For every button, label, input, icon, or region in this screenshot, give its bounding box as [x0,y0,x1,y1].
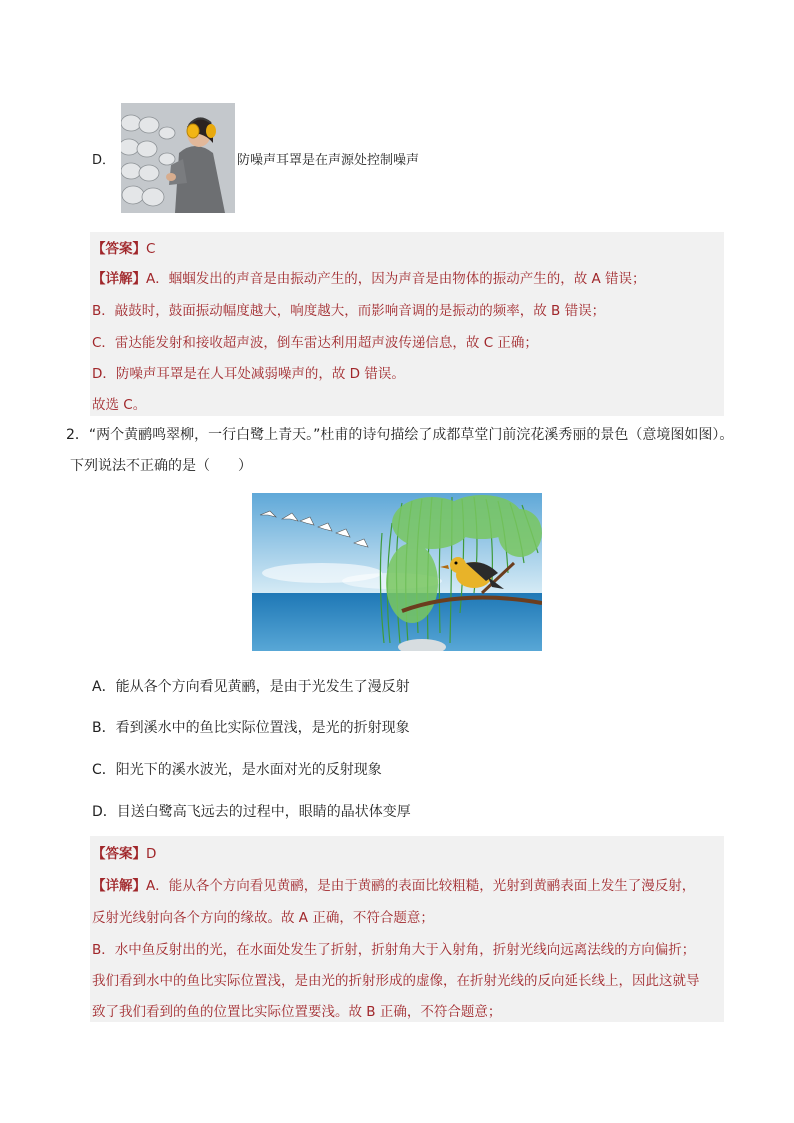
q2-explanation-line-5: 致了我们看到的鱼的位置比实际位置要浅。故 B 正确，不符合题意； [92,1004,502,1020]
q2-explanation-line-2: 反射光线射向各个方向的缘故。故 A 正确，不符合题意； [92,910,434,926]
answer-tag: 【答案】 [92,846,146,862]
explanation-text: A．能从各个方向看见黄鹂，是由于黄鹂的表面比较粗糙，光射到黄鹂表面上发生了漫反射， [146,878,696,894]
q2-stem-line-1: 2．“两个黄鹂鸣翠柳，一行白鹭上青天。”杜甫的诗句描绘了成都草堂门前浣花溪秀丽的景色（意境图如图）。 [66,427,734,443]
earmuff-worker-photo [121,103,235,213]
q1-explanation-line-4: D．防噪声耳罩是在人耳处减弱噪声的，故 D 错误。 [92,366,405,382]
q2-option-b: B．看到溪水中的鱼比实际位置浅，是光的折射现象 [92,720,410,736]
answer-value: D [146,846,157,862]
q1-explanation-line-5: 故选 C。 [92,397,147,413]
willow-oriole-egret-illustration [252,493,542,651]
q2-explanation-line-3: B．水中鱼反射出的光，在水面处发生了折射，折射角大于入射角，折射光线向远离法线的方向偏折； [92,942,696,958]
q2-option-d: D．目送白鹭高飞远去的过程中，眼睛的晶状体变厚 [92,804,411,820]
q2-answer-box [90,836,724,1022]
option-letter: D． [92,152,116,168]
q2-answer [92,842,156,862]
q2-option-a: A．能从各个方向看见黄鹂，是由于光发生了漫反射 [92,679,410,695]
q1-option-d [92,102,419,214]
q2-explanation-line-4: 我们看到水中的鱼比实际位置浅，是由光的折射形成的虚像，在折射光线的反向延长线上，因此这就导 [92,973,700,989]
q1-explanation-line-3: C．雷达能发射和接收超声波，倒车雷达利用超声波传递信息，故 C 正确； [92,335,538,351]
q1-explanation-line-1 [92,267,646,287]
option-text: 防噪声耳罩是在声源处控制噪声 [237,152,420,168]
q1-explanation-line-2: B．敲鼓时，鼓面振动幅度越大，响度越大，而影响音调的是振动的频率，故 B 错误； [92,303,606,319]
explanation-text: A．蝈蝈发出的声音是由振动产生的，因为声音是由物体的振动产生的，故 A 错误； [146,271,646,287]
q1-answer-box [90,232,724,416]
explanation-tag: 【详解】 [92,271,146,287]
q1-answer [92,237,155,257]
answer-tag: 【答案】 [92,241,146,257]
q2-stem-line-2: 下列说法不正确的是（ ） [70,458,252,474]
q2-option-c: C．阳光下的溪水波光，是水面对光的反射现象 [92,762,382,778]
explanation-tag: 【详解】 [92,878,146,894]
answer-value: C [146,241,156,257]
q2-explanation-line-1 [92,874,695,894]
